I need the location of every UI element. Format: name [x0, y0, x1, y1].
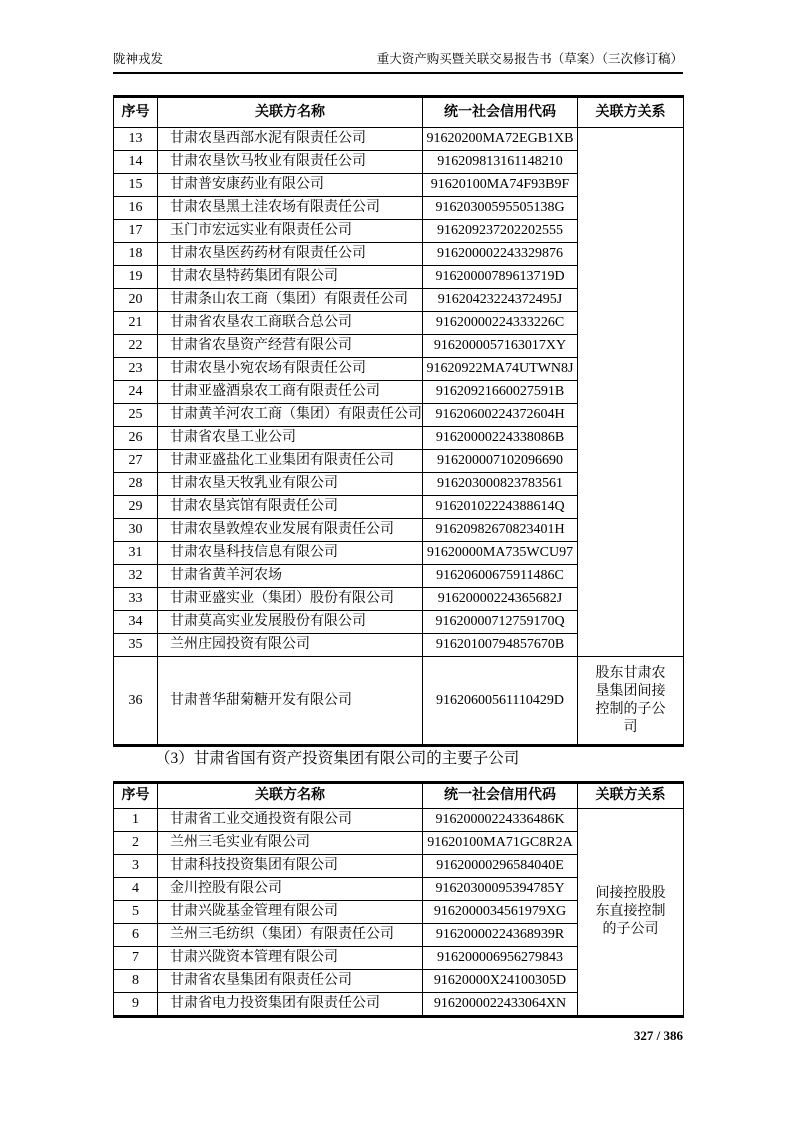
header-company-short-name: 陇神戎发 [113, 52, 164, 66]
column-header: 关联方名称 [158, 783, 423, 809]
column-header: 统一社会信用代码 [423, 783, 578, 809]
code-cell: 916209813161148210 [423, 151, 578, 174]
name-cell: 兰州庄园投资有限公司 [158, 634, 423, 657]
name-cell: 甘肃亚盛盐化工业集团有限责任公司 [158, 450, 423, 473]
seq-cell: 7 [114, 947, 158, 970]
seq-cell: 16 [114, 197, 158, 220]
column-header: 序号 [114, 97, 158, 128]
name-cell: 甘肃普安康药业有限公司 [158, 174, 423, 197]
name-cell: 甘肃省农垦集团有限责任公司 [158, 970, 423, 993]
name-cell: 玉门市宏远实业有限责任公司 [158, 220, 423, 243]
seq-cell: 3 [114, 855, 158, 878]
seq-cell: 23 [114, 358, 158, 381]
name-cell: 甘肃兴陇资本管理有限公司 [158, 947, 423, 970]
relation-cell: 股东甘肃农垦集团间接控制的子公司 [578, 657, 684, 746]
code-cell: 91620921660027591B [423, 381, 578, 404]
seq-cell: 14 [114, 151, 158, 174]
code-cell: 91620300095394785Y [423, 878, 578, 901]
header-divider [113, 72, 683, 74]
relation-merged-cell [578, 128, 684, 657]
code-cell: 91620000789613719D [423, 266, 578, 289]
name-cell: 兰州三毛纺织（集团）有限责任公司 [158, 924, 423, 947]
table-row [114, 128, 684, 151]
header-row [114, 97, 684, 128]
name-cell: 甘肃农垦饮马牧业有限责任公司 [158, 151, 423, 174]
code-cell: 91620000224336486K [423, 809, 578, 832]
name-cell: 甘肃省电力投资集团有限责任公司 [158, 993, 423, 1017]
seq-cell: 6 [114, 924, 158, 947]
seq-cell: 4 [114, 878, 158, 901]
name-cell: 金川控股有限公司 [158, 878, 423, 901]
seq-cell: 18 [114, 243, 158, 266]
code-cell: 91620423224372495J [423, 289, 578, 312]
name-cell: 兰州三毛实业有限公司 [158, 832, 423, 855]
code-cell: 91620000MA735WCU97 [423, 542, 578, 565]
table1-header [114, 97, 684, 128]
code-cell: 916200006956279843 [423, 947, 578, 970]
seq-cell: 25 [114, 404, 158, 427]
seq-cell: 20 [114, 289, 158, 312]
section-heading: （3）甘肃省国有资产投资集团有限公司的主要子公司 [155, 750, 520, 767]
seq-cell: 17 [114, 220, 158, 243]
column-header: 统一社会信用代码 [423, 97, 578, 128]
code-cell: 91620100MA74F93B9F [423, 174, 578, 197]
name-cell: 甘肃莫高实业发展股份有限公司 [158, 611, 423, 634]
seq-cell: 32 [114, 565, 158, 588]
code-cell: 91620000224368939R [423, 924, 578, 947]
column-header: 关联方名称 [158, 97, 423, 128]
seq-cell: 36 [114, 657, 158, 746]
name-cell: 甘肃条山农工商（集团）有限责任公司 [158, 289, 423, 312]
code-cell: 91620102224388614Q [423, 496, 578, 519]
code-cell: 9162000022433064XN [423, 993, 578, 1017]
code-cell: 91620000X24100305D [423, 970, 578, 993]
seq-cell: 1 [114, 809, 158, 832]
related-parties-table-2 [113, 781, 684, 1018]
seq-cell: 34 [114, 611, 158, 634]
name-cell: 甘肃农垦医药药材有限责任公司 [158, 243, 423, 266]
table-row [114, 657, 684, 746]
code-cell: 916200007102096690 [423, 450, 578, 473]
table-row [114, 809, 684, 832]
seq-cell: 24 [114, 381, 158, 404]
code-cell: 91620600224372604H [423, 404, 578, 427]
seq-cell: 5 [114, 901, 158, 924]
column-header: 关联方关系 [578, 97, 684, 128]
seq-cell: 30 [114, 519, 158, 542]
table1-body [114, 128, 684, 746]
name-cell: 甘肃农垦敦煌农业发展有限责任公司 [158, 519, 423, 542]
header-row [114, 783, 684, 809]
name-cell: 甘肃省农垦农工商联合总公司 [158, 312, 423, 335]
name-cell: 甘肃亚盛实业（集团）股份有限公司 [158, 588, 423, 611]
code-cell: 91620600561110429D [423, 657, 578, 746]
name-cell: 甘肃农垦特药集团有限公司 [158, 266, 423, 289]
code-cell: 916203000823783561 [423, 473, 578, 496]
code-cell: 91620982670823401H [423, 519, 578, 542]
name-cell: 甘肃农垦宾馆有限责任公司 [158, 496, 423, 519]
seq-cell: 2 [114, 832, 158, 855]
related-parties-table-1 [113, 95, 684, 747]
name-cell: 甘肃省工业交通投资有限公司 [158, 809, 423, 832]
name-cell: 甘肃农垦西部水泥有限责任公司 [158, 128, 423, 151]
code-cell: 91620922MA74UTWN8J [423, 358, 578, 381]
page-number: 327 / 386 [633, 1028, 683, 1043]
seq-cell: 15 [114, 174, 158, 197]
name-cell: 甘肃省农垦工业公司 [158, 427, 423, 450]
seq-cell: 9 [114, 993, 158, 1017]
seq-cell: 31 [114, 542, 158, 565]
name-cell: 甘肃科技投资集团有限公司 [158, 855, 423, 878]
table2-header [114, 783, 684, 809]
seq-cell: 27 [114, 450, 158, 473]
code-cell: 91620000712759170Q [423, 611, 578, 634]
code-cell: 916209237202202555 [423, 220, 578, 243]
name-cell: 甘肃农垦科技信息有限公司 [158, 542, 423, 565]
seq-cell: 8 [114, 970, 158, 993]
name-cell: 甘肃普华甜菊糖开发有限公司 [158, 657, 423, 746]
code-cell: 91620100MA71GC8R2A [423, 832, 578, 855]
column-header: 关联方关系 [578, 783, 684, 809]
seq-cell: 28 [114, 473, 158, 496]
relation-merged-cell: 间接控股股东直接控制的子公司 [578, 809, 684, 1017]
code-cell: 91620300595505138G [423, 197, 578, 220]
seq-cell: 35 [114, 634, 158, 657]
code-cell: 91620000296584040E [423, 855, 578, 878]
code-cell: 9162000057163017XY [423, 335, 578, 358]
column-header: 序号 [114, 783, 158, 809]
code-cell: 91620200MA72EGB1XB [423, 128, 578, 151]
name-cell: 甘肃兴陇基金管理有限公司 [158, 901, 423, 924]
code-cell: 91620600675911486C [423, 565, 578, 588]
seq-cell: 29 [114, 496, 158, 519]
code-cell: 91620000224333226C [423, 312, 578, 335]
seq-cell: 22 [114, 335, 158, 358]
code-cell: 91620000224365682J [423, 588, 578, 611]
seq-cell: 26 [114, 427, 158, 450]
name-cell: 甘肃省农垦资产经营有限公司 [158, 335, 423, 358]
name-cell: 甘肃亚盛酒泉农工商有限责任公司 [158, 381, 423, 404]
seq-cell: 19 [114, 266, 158, 289]
name-cell: 甘肃省黄羊河农场 [158, 565, 423, 588]
name-cell: 甘肃农垦天牧乳业有限公司 [158, 473, 423, 496]
name-cell: 甘肃农垦小宛农场有限责任公司 [158, 358, 423, 381]
name-cell: 甘肃农垦黑土洼农场有限责任公司 [158, 197, 423, 220]
name-cell: 甘肃黄羊河农工商（集团）有限责任公司 [158, 404, 423, 427]
code-cell: 91620100794857670B [423, 634, 578, 657]
table2-body [114, 809, 684, 1017]
header-report-title: 重大资产购买暨关联交易报告书（草案）（三次修订稿） [376, 52, 683, 66]
running-header [113, 52, 683, 67]
seq-cell: 33 [114, 588, 158, 611]
seq-cell: 21 [114, 312, 158, 335]
code-cell: 91620000224338086B [423, 427, 578, 450]
code-cell: 916200002243329876 [423, 243, 578, 266]
seq-cell: 13 [114, 128, 158, 151]
code-cell: 9162000034561979XG [423, 901, 578, 924]
